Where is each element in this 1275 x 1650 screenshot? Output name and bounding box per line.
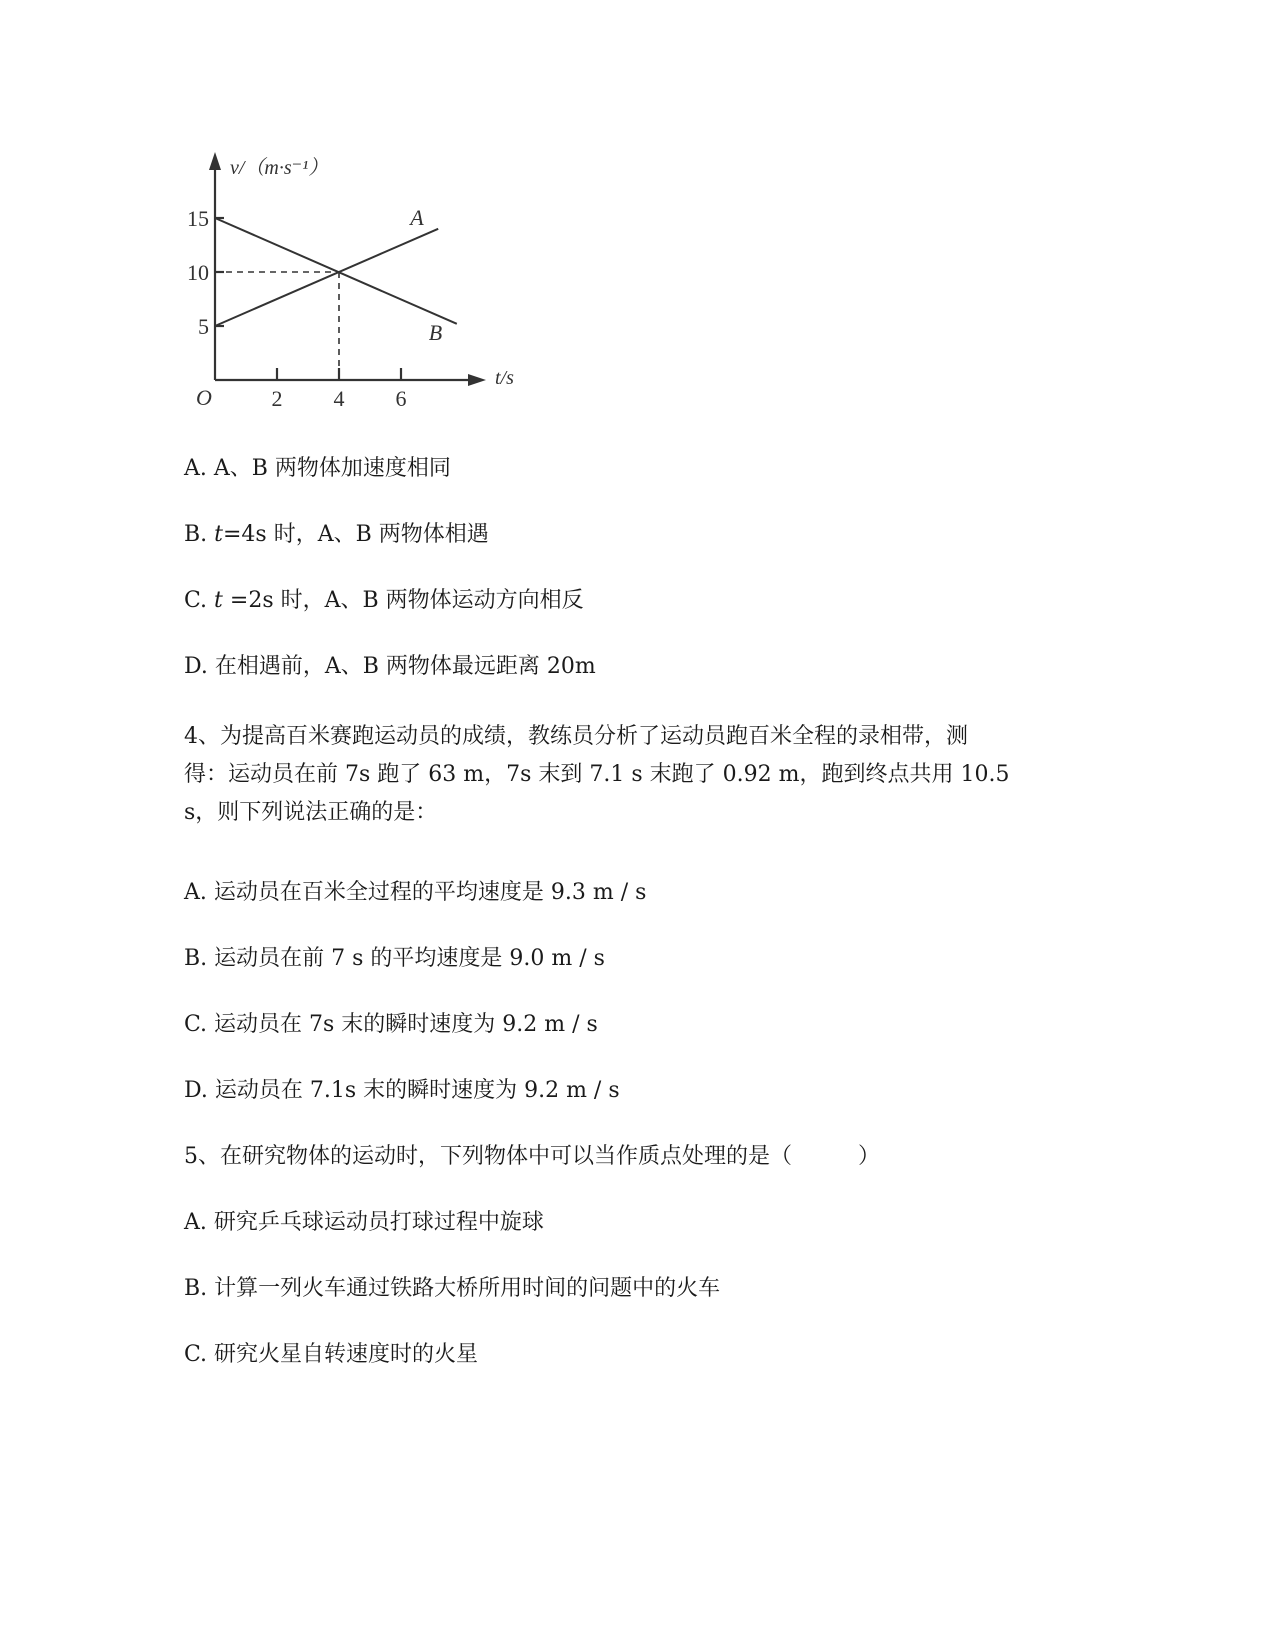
q4-stem-line-2: 得：运动员在前 7s 跑了 63 m，7s 末到 7.1 s 末跑了 0.92 m，跑到终点共用 10.5 [184,762,1010,787]
q3-option-c-suffix: =2s 时，A、B 两物体运动方向相反 [222,588,584,613]
q4-stem-line-3: s，则下列说法正确的是： [184,800,438,825]
q3-option-c [184,586,584,616]
x-axis-arrow [468,374,486,386]
q3-option-c-prefix: C. [184,588,215,613]
q3-option-b-prefix: B. [184,522,215,547]
q4-stem-line-1: 4、为提高百米赛跑运动员的成绩，教练员分析了运动员跑百米全程的录相带，测 [184,724,968,749]
x-tick-label-6: 6 [395,386,407,411]
series-group [215,205,457,345]
q5-option-b: B. 计算一列火车通过铁路大桥所用时间的问题中的火车 [184,1276,721,1301]
x-tick-label-4: 4 [333,386,345,411]
x-tick-label-2: 2 [271,386,283,411]
q3-option-c-var: t [214,588,223,613]
q5-stem: 5、在研究物体的运动时，下列物体中可以当作质点处理的是（ ） [184,1144,880,1169]
x-axis-label: t/s [495,367,514,389]
series-line-A [215,229,438,326]
q5-option-a: A. 研究乒乓球运动员打球过程中旋球 [184,1210,544,1235]
q4-option-c: C. 运动员在 7s 末的瞬时速度为 9.2 m / s [184,1012,598,1037]
velocity-time-graph [180,140,560,440]
q4-option-d: D. 运动员在 7.1s 末的瞬时速度为 9.2 m / s [184,1078,620,1103]
q4-option-b: B. 运动员在前 7 s 的平均速度是 9.0 m / s [184,946,605,971]
origin-label: O [196,385,212,410]
q3-option-b-var: t [214,522,223,547]
q3-option-d: D. 在相遇前，A、B 两物体最远距离 20m [184,654,596,679]
y-tick-label-15: 15 [187,206,209,231]
y-tick-label-5: 5 [198,314,209,339]
y-axis-label: v/（m·s⁻¹） [230,157,329,179]
series-label-A: A [410,204,424,230]
y-axis-arrow [209,152,221,170]
q3-option-a: A. A、B 两物体加速度相同 [184,456,451,481]
q3-option-b [184,520,489,550]
q4-option-a: A. 运动员在百米全过程的平均速度是 9.3 m / s [184,880,647,905]
y-tick-label-10: 10 [187,260,209,285]
series-line-B [215,218,457,324]
series-label-B: B [428,319,443,345]
q3-option-b-suffix: =4s 时，A、B 两物体相遇 [223,522,489,547]
guide-lines [215,272,339,380]
q5-option-c: C. 研究火星自转速度时的火星 [184,1342,479,1367]
q4-stem [184,718,1084,832]
